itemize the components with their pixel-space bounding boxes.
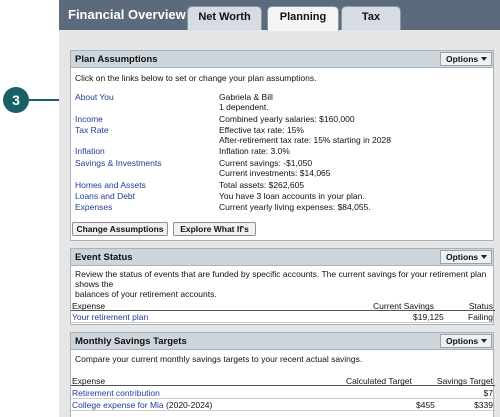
assumption-row-about-you (75, 92, 485, 112)
chevron-down-icon (481, 339, 487, 343)
college-expense-cell (72, 400, 212, 410)
savings-investments-value (219, 158, 331, 178)
income-link[interactable]: Income (75, 114, 103, 124)
monthly-savings-table-header (71, 376, 495, 386)
expenses-line-1: Current yearly living expenses: $84,055. (219, 202, 371, 212)
assumption-row-tax-rate (75, 125, 485, 145)
title-bar (59, 0, 500, 30)
expenses-value (219, 202, 371, 212)
column-header-current-savings: Current Savings (373, 301, 434, 311)
expenses-link[interactable]: Expenses (75, 202, 113, 212)
table-row (71, 400, 495, 411)
income-value (219, 114, 355, 124)
column-header-calculated-target: Calculated Target (346, 376, 412, 386)
assumption-row-expenses (75, 202, 485, 222)
homes-assets-value (219, 180, 304, 190)
retirement-plan-link[interactable]: Your retirement plan (72, 312, 149, 322)
savings-line-1: Current savings: -$1,050 (219, 158, 313, 168)
chevron-down-icon (481, 57, 487, 61)
event-status-panel (70, 248, 494, 325)
financial-overview-window (59, 0, 500, 417)
assumption-row-savings-investments (75, 158, 485, 178)
event-status-title: Event Status (75, 252, 133, 263)
tax-rate-line-1: Effective tax rate: 15% (219, 125, 304, 135)
about-you-line-1: Gabriela & Bill (219, 92, 273, 102)
options-label: Options (446, 54, 479, 64)
loans-debt-line-1: You have 3 loan accounts in your plan. (219, 191, 365, 201)
monthly-savings-title: Monthly Savings Targets (75, 336, 187, 347)
homes-assets-link[interactable]: Homes and Assets (75, 180, 146, 190)
event-status-table-header (71, 301, 495, 311)
inflation-line-1: Inflation rate: 3.0% (219, 146, 290, 156)
callout-number: 3 (3, 87, 29, 113)
tab-tax[interactable]: Tax (341, 6, 401, 30)
retirement-contribution-link[interactable]: Retirement contribution (72, 388, 160, 398)
plan-assumptions-title: Plan Assumptions (75, 54, 158, 65)
tax-rate-line-2: After-retirement tax rate: 15% starting in 2028 (219, 135, 391, 145)
inflation-link[interactable]: Inflation (75, 146, 105, 156)
event-status-header (71, 249, 493, 266)
college-expense-years: (2020-2024) (166, 400, 213, 410)
savings-investments-link[interactable]: Savings & Investments (75, 158, 162, 168)
loans-debt-value (219, 191, 365, 201)
calculated-target-value: $455 (416, 400, 435, 410)
tab-net-worth[interactable]: Net Worth (187, 6, 262, 30)
tab-planning[interactable]: Planning (267, 6, 339, 31)
event-status-intro-line-2: balances of your retirement accounts. (75, 289, 217, 299)
change-assumptions-button[interactable]: Change Assumptions (72, 222, 168, 236)
column-header-savings-target: Savings Target (436, 376, 493, 386)
explore-what-ifs-button[interactable]: Explore What If's (173, 222, 256, 236)
chevron-down-icon (481, 255, 487, 259)
options-label: Options (446, 252, 479, 262)
plan-assumptions-intro: Click on the links below to set or change your plan assumptions. (75, 73, 317, 83)
about-you-line-2: 1 dependent. (219, 102, 269, 112)
monthly-savings-header (71, 333, 493, 350)
status-badge: Failing (467, 312, 493, 322)
homes-assets-line-1: Total assets: $262,605 (219, 180, 305, 190)
tax-rate-link[interactable]: Tax Rate (75, 125, 109, 135)
plan-assumptions-options-button[interactable] (440, 52, 492, 66)
column-header-expense: Expense (72, 376, 106, 386)
current-savings-value: $19,125 (413, 312, 444, 322)
inflation-value (219, 146, 290, 156)
event-status-intro (75, 269, 493, 299)
loans-debt-link[interactable]: Loans and Debt (75, 191, 136, 201)
savings-target-value: $339 (474, 400, 493, 410)
about-you-link[interactable]: About You (75, 92, 114, 102)
plan-assumptions-header (71, 51, 493, 68)
options-label: Options (446, 336, 479, 346)
column-header-status: Status (468, 301, 493, 311)
tax-rate-value (219, 125, 391, 145)
column-header-expense: Expense (72, 301, 106, 311)
savings-target-value: $7 (483, 388, 493, 398)
event-status-intro-line-1: Review the status of events that are funded by specific accounts. The current savings for your retirement plan shows the (75, 269, 487, 289)
monthly-savings-intro: Compare your current monthly savings targets to your recent actual savings. (75, 354, 363, 364)
event-status-options-button[interactable] (440, 250, 492, 264)
table-row (71, 388, 495, 399)
page-title: Financial Overview (68, 7, 186, 22)
plan-assumptions-panel (70, 50, 494, 241)
table-row (71, 312, 495, 323)
income-line-1: Combined yearly salaries: $160,000 (219, 114, 355, 124)
about-you-value (219, 92, 273, 112)
savings-line-2: Current investments: $14,065 (219, 168, 331, 178)
monthly-savings-options-button[interactable] (440, 334, 492, 348)
college-expense-link[interactable]: College expense for Mia (72, 400, 164, 410)
monthly-savings-panel (70, 332, 494, 417)
